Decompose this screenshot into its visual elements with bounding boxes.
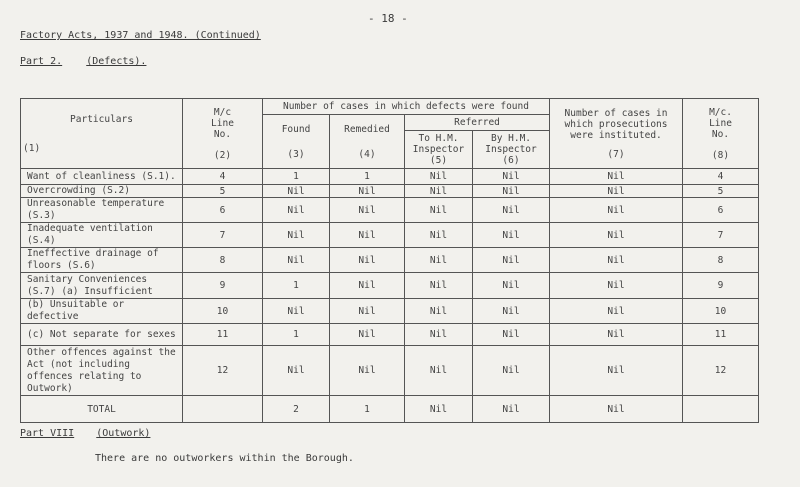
outwork-note: There are no outworkers within the Borough.: [95, 453, 354, 464]
part8-label: Part VIII: [20, 428, 75, 439]
part-label: Part 2.: [20, 56, 63, 67]
part-sub: (Defects).: [86, 56, 147, 67]
header-to-hm: To H.M. Inspector (5): [405, 131, 473, 169]
header-by-hm: By H.M. Inspector (6): [473, 131, 550, 169]
part8-heading: [20, 428, 150, 439]
part8-sub: (Outwork): [96, 428, 151, 439]
header-referred: Referred: [405, 115, 550, 131]
page-number: - 18 -: [368, 12, 408, 25]
total-label: TOTAL: [21, 396, 183, 423]
table-row: (c) Not separate for sexes 11 1 Nil Nil Nil Nil 11: [21, 324, 759, 346]
header-mc-line: M/c Line No. (2): [183, 99, 263, 169]
header-found: Found (3): [263, 115, 330, 169]
table-row: Inadequate ventilation (S.4) 7 Nil Nil Nil Nil Nil 7: [21, 223, 759, 248]
table-row: Want of cleanliness (S.1). 4 1 1 Nil Nil Nil 4: [21, 169, 759, 185]
table-row: Unreasonable temperature (S.3) 6 Nil Nil Nil Nil Nil 6: [21, 198, 759, 223]
header-number-cases: Number of cases in which defects were found: [263, 99, 550, 115]
part-heading: [20, 56, 146, 67]
defects-table: [20, 98, 759, 423]
table-row: Other offences against the Act (not including offences relating to Outwork) 12 Nil Nil Nil Nil Nil 12: [21, 346, 759, 396]
total-row: TOTAL 2 1 Nil Nil Nil: [21, 396, 759, 423]
table-row: Overcrowding (S.2) 5 Nil Nil Nil Nil Nil 5: [21, 185, 759, 198]
table-row: (b) Unsuitable or defective 10 Nil Nil Nil Nil Nil 10: [21, 299, 759, 324]
table-row: Sanitary Conveniences (S.7) (a) Insufficient 9 1 Nil Nil Nil Nil 9: [21, 273, 759, 299]
header-prosecutions: Number of cases in which prosecutions were instituted. (7): [550, 99, 683, 169]
table-row: Ineffective drainage of floors (S.6) 8 Nil Nil Nil Nil Nil 8: [21, 248, 759, 273]
header-particulars: Particulars (1): [21, 99, 183, 169]
header-mc-line-right: M/c. Line No. (8): [683, 99, 759, 169]
page-heading: Factory Acts, 1937 and 1948. (Continued): [20, 30, 261, 41]
header-remedied: Remedied (4): [330, 115, 405, 169]
